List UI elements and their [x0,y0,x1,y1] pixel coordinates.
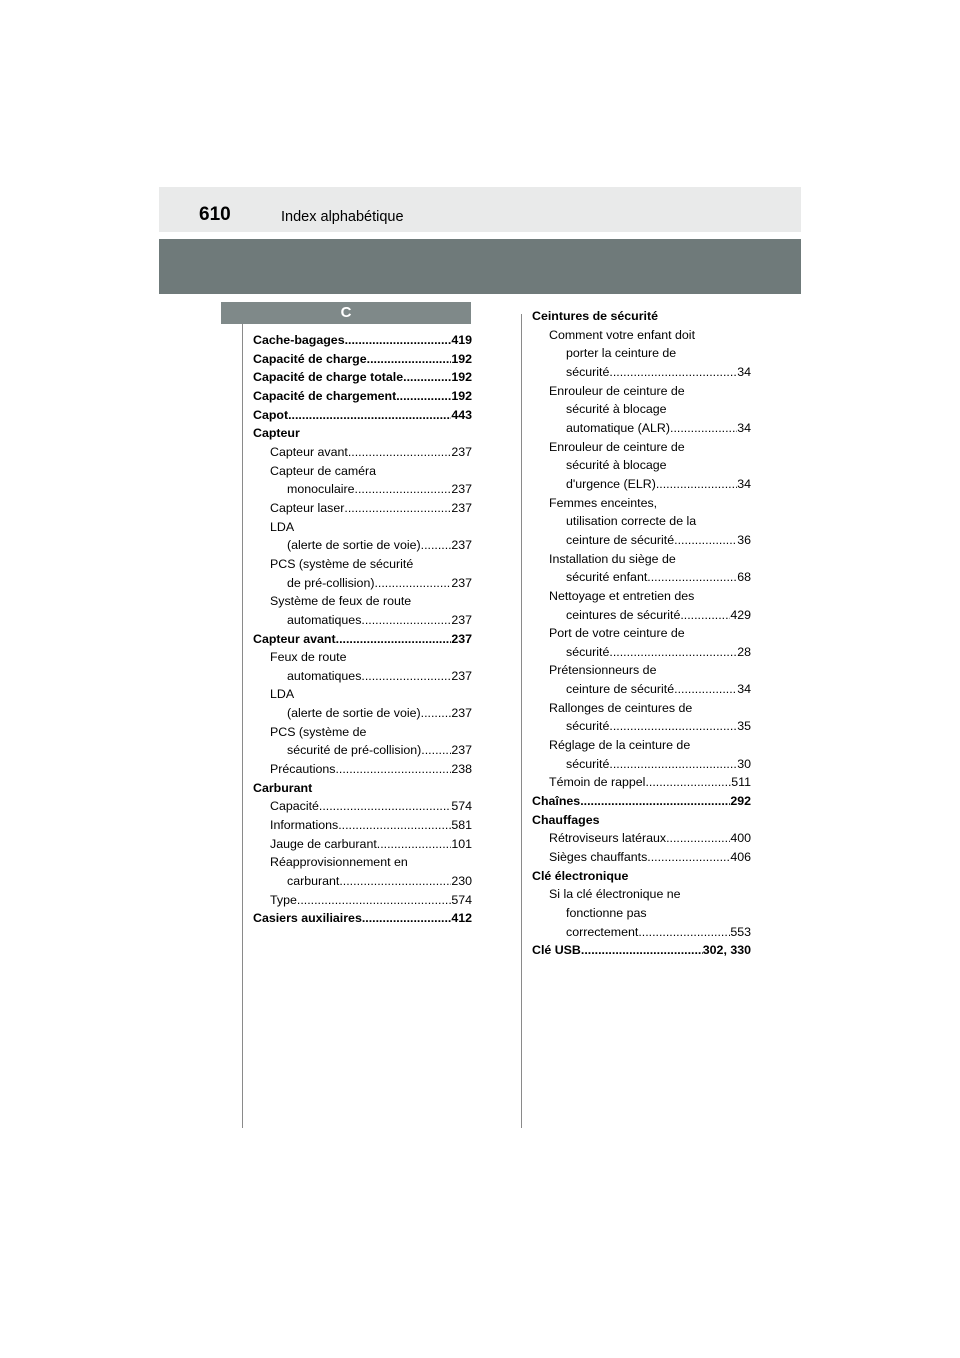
index-entry-label: carburant [287,874,340,889]
page-reference: 237 [451,538,472,553]
index-entry-label: sécurité [566,719,610,734]
page-reference: 302, 330 [702,943,751,958]
leader-dots [680,606,730,625]
index-entry-label: sécurité de pré-collision) [287,743,422,758]
index-entry [532,848,751,867]
index-entry [253,648,472,685]
index-entry [532,792,751,811]
leader-dots [666,829,730,848]
leader-dots [367,350,452,369]
leader-dots [288,406,451,425]
page-reference: 36 [737,532,751,547]
index-entry-label: automatiques [287,668,362,683]
index-entry-line: Enrouleur de ceinture de [549,383,685,398]
page-reference: 238 [451,762,472,777]
index-entry [253,555,472,592]
index-entry-label: (alerte de sortie de voie) [287,538,421,553]
index-entry-line: PCS (système de [270,724,367,739]
index-entry-label: Capteur avant [270,444,348,459]
index-entry-line: Enrouleur de ceinture de [549,439,685,454]
index-entry-line: Rallonges de ceintures de [549,700,693,715]
index-entry-label: Capteur avant [253,631,336,646]
section-letter-tab: C [221,302,471,324]
leader-dots [377,835,452,854]
index-entry [253,518,472,555]
leader-dots [647,568,737,587]
index-entry [532,941,751,960]
index-entry-label: sécurité [566,644,610,659]
index-entry-line: fonctionne pas [566,906,647,920]
index-entry [532,624,751,661]
index-entry-line: Port de votre ceinture de [549,626,685,641]
index-entry-line: porter la ceinture de [566,346,677,361]
index-entry-line: PCS (système de sécurité [270,556,414,571]
index-entry [253,853,472,890]
page-reference: 192 [451,370,472,385]
page-reference: 192 [451,388,472,403]
page-reference: 553 [730,924,751,939]
index-entry [253,592,472,629]
leader-dots [339,872,451,891]
index-entry [253,424,472,443]
index-entry [532,382,751,438]
index-entry [253,406,472,425]
page-reference: 574 [451,892,472,907]
page-reference: 511 [731,775,751,790]
index-entry [253,462,472,499]
leader-dots [674,531,737,550]
index-entry-line: Femmes enceintes, [549,495,658,510]
index-entry-label: d'urgence (ELR) [566,476,656,491]
index-entry [253,723,472,760]
index-entry-line: sécurité à blocage [566,402,667,417]
index-entry [253,630,472,649]
page-reference: 581 [451,818,472,833]
index-entry-label: sécurité [566,364,610,379]
left-column-divider [242,314,243,1128]
leader-dots [670,419,737,438]
index-entry [532,736,751,773]
index-entry-line: Réapprovisionnement en [270,855,408,870]
leader-dots [609,643,737,662]
index-entry [532,307,751,326]
page-reference: 30 [737,756,751,771]
page-reference: 237 [451,668,472,683]
page-reference: 237 [451,444,472,459]
index-entry [532,867,751,886]
index-entry [253,443,472,462]
index-entry-label: Capacité de charge [253,351,367,366]
page-reference: 237 [451,743,472,758]
page-reference: 237 [451,706,472,721]
index-entry-label: ceinture de sécurité [566,682,675,697]
page-reference: 192 [451,351,472,366]
page-reference: 34 [737,682,751,697]
leader-dots [421,741,451,760]
index-entry-label: Rétroviseurs latéraux [549,831,667,846]
leader-dots [361,611,451,630]
leader-dots [344,499,451,518]
right-column-divider [521,314,522,1128]
leader-dots [580,792,730,811]
index-entry-line: Comment votre enfant doit [549,327,696,342]
page-reference: 34 [737,476,751,491]
leader-dots [348,443,451,462]
page-reference: 68 [737,570,751,585]
index-entry-label: Clé électronique [532,868,629,883]
leader-dots [338,816,451,835]
index-entry-label: Capacité de charge totale [253,370,404,385]
index-entry [253,797,472,816]
index-entry-label: ceintures de sécurité [566,607,681,622]
page-reference: 34 [737,364,751,379]
leader-dots [297,891,451,910]
leader-dots [609,363,737,382]
index-entry [532,699,751,736]
page-reference: 35 [737,719,751,734]
leader-dots [345,331,452,350]
index-entry [253,816,472,835]
page-reference: 237 [451,631,472,646]
index-entry-label: Capot [253,407,289,422]
index-entry-label: Précautions [270,762,336,777]
index-entry [253,387,472,406]
index-entry-label: Carburant [253,780,313,795]
leader-dots [656,475,737,494]
index-entry-label: sécurité [566,756,610,771]
leader-dots [361,667,451,686]
index-entry [532,550,751,587]
leader-dots [335,760,451,779]
index-entry-line: Si la clé électronique ne [549,887,681,902]
index-entry [532,438,751,494]
index-entry-label: Type [270,892,297,907]
leader-dots [396,387,451,406]
leader-dots [421,704,452,723]
leader-dots [403,368,451,387]
index-entry-line: Prétensionneurs de [549,663,657,678]
page-reference: 406 [730,850,751,865]
page-reference: 237 [451,500,472,515]
index-entry-label: monoculaire [287,482,355,497]
index-entry-label: Clé USB [532,943,581,958]
index-entry [253,499,472,518]
page-reference: 237 [451,575,472,590]
page-reference: 574 [451,799,472,814]
index-entry-line: Système de feux de route [270,594,412,609]
index-entry-label: Chauffages [532,812,600,827]
index-entry-label: sécurité enfant [566,570,648,585]
page-reference: 28 [737,644,751,659]
header-bar [159,187,801,232]
index-entry-label: Chaînes [532,794,581,809]
index-entry [253,760,472,779]
page-reference: 230 [451,874,472,889]
index-entry-label: Ceintures de sécurité [532,309,659,323]
index-entry-line: utilisation correcte de la [566,514,697,529]
index-entry [532,811,751,830]
leader-dots [609,755,737,774]
index-entry [532,829,751,848]
index-entry-label: Informations [270,818,339,833]
index-entry [253,685,472,722]
page-title: Index alphabétique [281,209,404,225]
leader-dots [374,574,451,593]
index-entry [532,587,751,624]
leader-dots [355,480,452,499]
index-entry [532,326,751,382]
index-entry-line: LDA [270,519,295,534]
index-entry-label: Capacité de chargement [253,388,397,403]
index-entry-label: correctement [566,924,639,939]
index-entry-label: automatiques [287,612,362,627]
index-entry [253,779,472,798]
leader-dots [319,797,451,816]
page-reference: 292 [730,794,751,809]
index-entry-line: Nettoyage et entretien des [549,588,695,603]
page-reference: 101 [451,836,472,851]
page-number: 610 [199,204,231,225]
page-reference: 412 [451,911,472,926]
page-reference: 443 [451,407,472,422]
page-reference: 400 [730,831,751,846]
index-entry-label: Cache-bagages [253,333,345,347]
index-column-right [532,307,751,960]
index-entry-label: Sièges chauffants [549,850,648,865]
index-entry-label: Jauge de carburant [270,836,377,851]
index-entry-label: automatique (ALR) [566,420,670,435]
page-reference: 419 [451,333,472,347]
section-band [159,239,801,294]
page-reference: 429 [730,607,751,622]
index-entry-line: LDA [270,687,295,702]
index-entry [253,350,472,369]
index-entry-label: de pré-collision) [287,575,375,590]
index-entry [253,835,472,854]
index-entry-label: Capteur laser [270,500,345,515]
leader-dots [647,848,730,867]
index-entry-label: Casiers auxiliaires [253,911,362,926]
index-entry-label: Capacité [270,799,319,814]
index-entry [532,885,751,941]
index-entry [253,368,472,387]
index-entry [253,331,472,350]
index-entry [253,909,472,928]
index-entry-line: Installation du siège de [549,551,676,566]
leader-dots [638,923,730,942]
index-entry [532,773,751,792]
index-entry-label: Capteur [253,426,300,441]
index-entry-line: Feux de route [270,650,347,665]
index-entry-label: (alerte de sortie de voie) [287,706,421,721]
index-entry [253,891,472,910]
leader-dots [645,773,731,792]
index-entry-label: Témoin de rappel [549,775,646,790]
index-entry-line: Réglage de la ceinture de [549,738,691,753]
leader-dots [581,941,703,960]
index-entry [532,494,751,550]
page-reference: 237 [451,482,472,497]
page-reference: 237 [451,612,472,627]
leader-dots [336,630,452,649]
index-entry-label: ceinture de sécurité [566,532,675,547]
index-entry-line: Capteur de caméra [270,463,377,478]
leader-dots [609,717,737,736]
page-reference: 34 [737,420,751,435]
index-entry [532,661,751,698]
leader-dots [674,680,737,699]
leader-dots [421,536,452,555]
index-column-left [253,331,472,928]
index-entry-line: sécurité à blocage [566,458,667,473]
leader-dots [362,909,451,928]
